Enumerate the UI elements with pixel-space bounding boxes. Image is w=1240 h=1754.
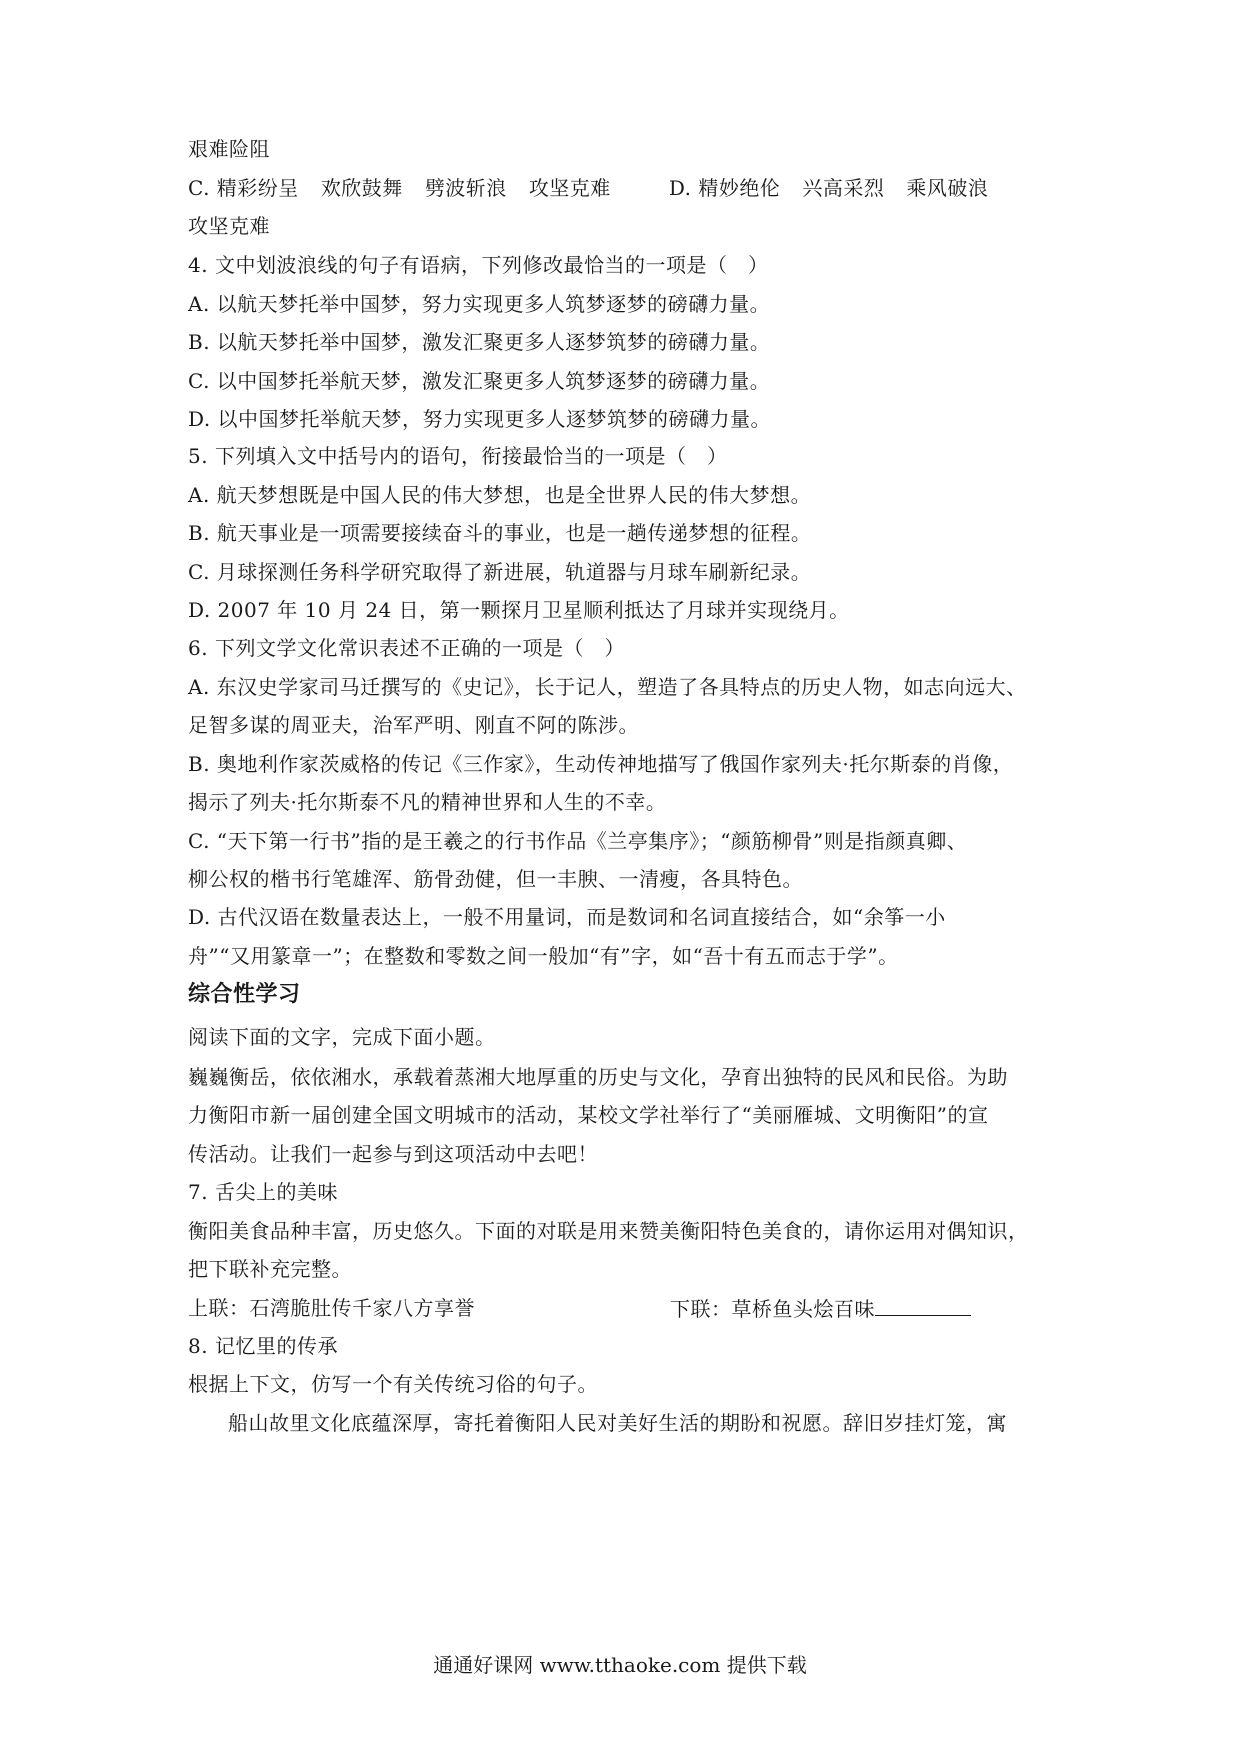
- q8-paragraph: 船山故里文化底蕴深厚，寄托着衡阳人民对美好生活的期盼和祝愿。辞旧岁挂灯笼，寓: [228, 1411, 1007, 1435]
- q6-option-a-line1: A. 东汉史学家司马迁撰写的《史记》，长于记人，塑造了各具特点的历史人物，如志向远大、: [188, 675, 1027, 699]
- q3-option-d-continued: 攻坚克难: [188, 214, 270, 238]
- section-heading: 综合性学习: [188, 982, 301, 1007]
- section-paragraph-line1: 巍巍衡岳，依依湘水，承载着蒸湘大地厚重的历史与文化，孕育出独特的民风和民俗。为助: [188, 1065, 1008, 1089]
- q7-paragraph-line2: 把下联补充完整。: [188, 1257, 352, 1281]
- q5-option-d: D. 2007 年 10 月 24 日，第一颗探月卫星顺利抵达了月球并实现绕月。: [188, 598, 850, 622]
- q7-couplet-lower-line: [670, 1295, 971, 1322]
- q3-option-c-3: 劈波斩浪: [424, 176, 507, 200]
- q4-option-d: D. 以中国梦托举航天梦，努力实现更多人逐梦筑梦的磅礴力量。: [188, 407, 772, 431]
- q7-title: 7. 舌尖上的美味: [188, 1180, 338, 1204]
- q3-option-c-2: 欢欣鼓舞: [320, 176, 403, 200]
- q5-option-b: B. 航天事业是一项需要接续奋斗的事业，也是一趟传递梦想的征程。: [188, 521, 812, 545]
- q8-title: 8. 记忆里的传承: [188, 1334, 338, 1358]
- q3-option-d-3: 乘风破浪: [906, 176, 989, 200]
- section-intro: 阅读下面的文字，完成下面小题。: [188, 1025, 496, 1049]
- q7-paragraph-line1: 衡阳美食品种丰富，历史悠久。下面的对联是用来赞美衡阳特色美食的，请你运用对偶知识，: [188, 1219, 1029, 1243]
- q4-stem: 4. 文中划波浪线的句子有语病，下列修改最恰当的一项是（ ）: [188, 253, 769, 277]
- page-footer: 通通好课网 www.tthaoke.com 提供下载: [433, 1653, 807, 1677]
- q6-option-c-line1: C. “天下第一行书”指的是王羲之的行书作品《兰亭集序》；“颜筋柳骨”则是指颜真卿、: [188, 829, 968, 853]
- q3-option-d-2: 兴高采烈: [802, 176, 885, 200]
- q6-option-b-line1: B. 奥地利作家茨威格的传记《三作家》，生动传神地描写了俄国作家列夫·托尔斯泰的肖像，: [188, 752, 1014, 776]
- q6-stem: 6. 下列文学文化常识表述不正确的一项是（ ）: [188, 636, 625, 660]
- q8-instruction: 根据上下文，仿写一个有关传统习俗的句子。: [188, 1372, 598, 1396]
- q3-option-c-4: 攻坚克难: [528, 176, 611, 200]
- q6-option-a-line2: 足智多谋的周亚夫，治军严明、刚直不阿的陈涉。: [188, 713, 639, 737]
- q3-option-c-d-line: [188, 175, 988, 201]
- q7-couplet-lower: 下联：草桥鱼头烩百味: [670, 1297, 875, 1321]
- q5-option-a: A. 航天梦想既是中国人民的伟大梦想，也是全世界人民的伟大梦想。: [188, 483, 812, 507]
- q3-option-b-continued: 艰难险阻: [188, 137, 270, 161]
- q6-option-c-line2: 柳公权的楷书行笔雄浑、筋骨劲健，但一丰腴、一清瘦，各具特色。: [188, 867, 803, 891]
- q6-option-d-line1: D. 古代汉语在数量表达上，一般不用量词，而是数词和名词直接结合，如“余筝一小: [188, 905, 946, 929]
- q3-option-d-1: D. 精妙绝伦: [668, 176, 781, 200]
- q3-option-c-1: C. 精彩纷呈: [188, 176, 299, 200]
- q5-option-c: C. 月球探测任务科学研究取得了新进展，轨道器与月球车刷新纪录。: [188, 560, 812, 584]
- q7-couplet-upper: 上联：石湾脆肚传千家八方享誉: [188, 1296, 475, 1320]
- q6-option-d-line2: 舟”“又用篆章一”；在整数和零数之间一般加“有”字，如“吾十有五而志于学”。: [188, 944, 899, 968]
- q5-stem: 5. 下列填入文中括号内的语句，衔接最恰当的一项是（ ）: [188, 444, 728, 468]
- q6-option-b-line2: 揭示了列夫·托尔斯泰不凡的精神世界和人生的不幸。: [188, 790, 667, 814]
- q4-option-b: B. 以航天梦托举中国梦，激发汇聚更多人逐梦筑梦的磅礴力量。: [188, 330, 771, 354]
- section-paragraph-line2: 力衡阳市新一届创建全国文明城市的活动，某校文学社举行了“美丽雁城、文明衡阳”的宣: [188, 1103, 989, 1127]
- section-paragraph-line3: 传活动。让我们一起参与到这项活动中去吧！: [188, 1142, 598, 1166]
- q4-option-a: A. 以航天梦托举中国梦，努力实现更多人筑梦逐梦的磅礴力量。: [188, 292, 771, 316]
- q7-answer-blank[interactable]: [875, 1295, 971, 1316]
- q4-option-c: C. 以中国梦托举航天梦，激发汇聚更多人筑梦逐梦的磅礴力量。: [188, 369, 771, 393]
